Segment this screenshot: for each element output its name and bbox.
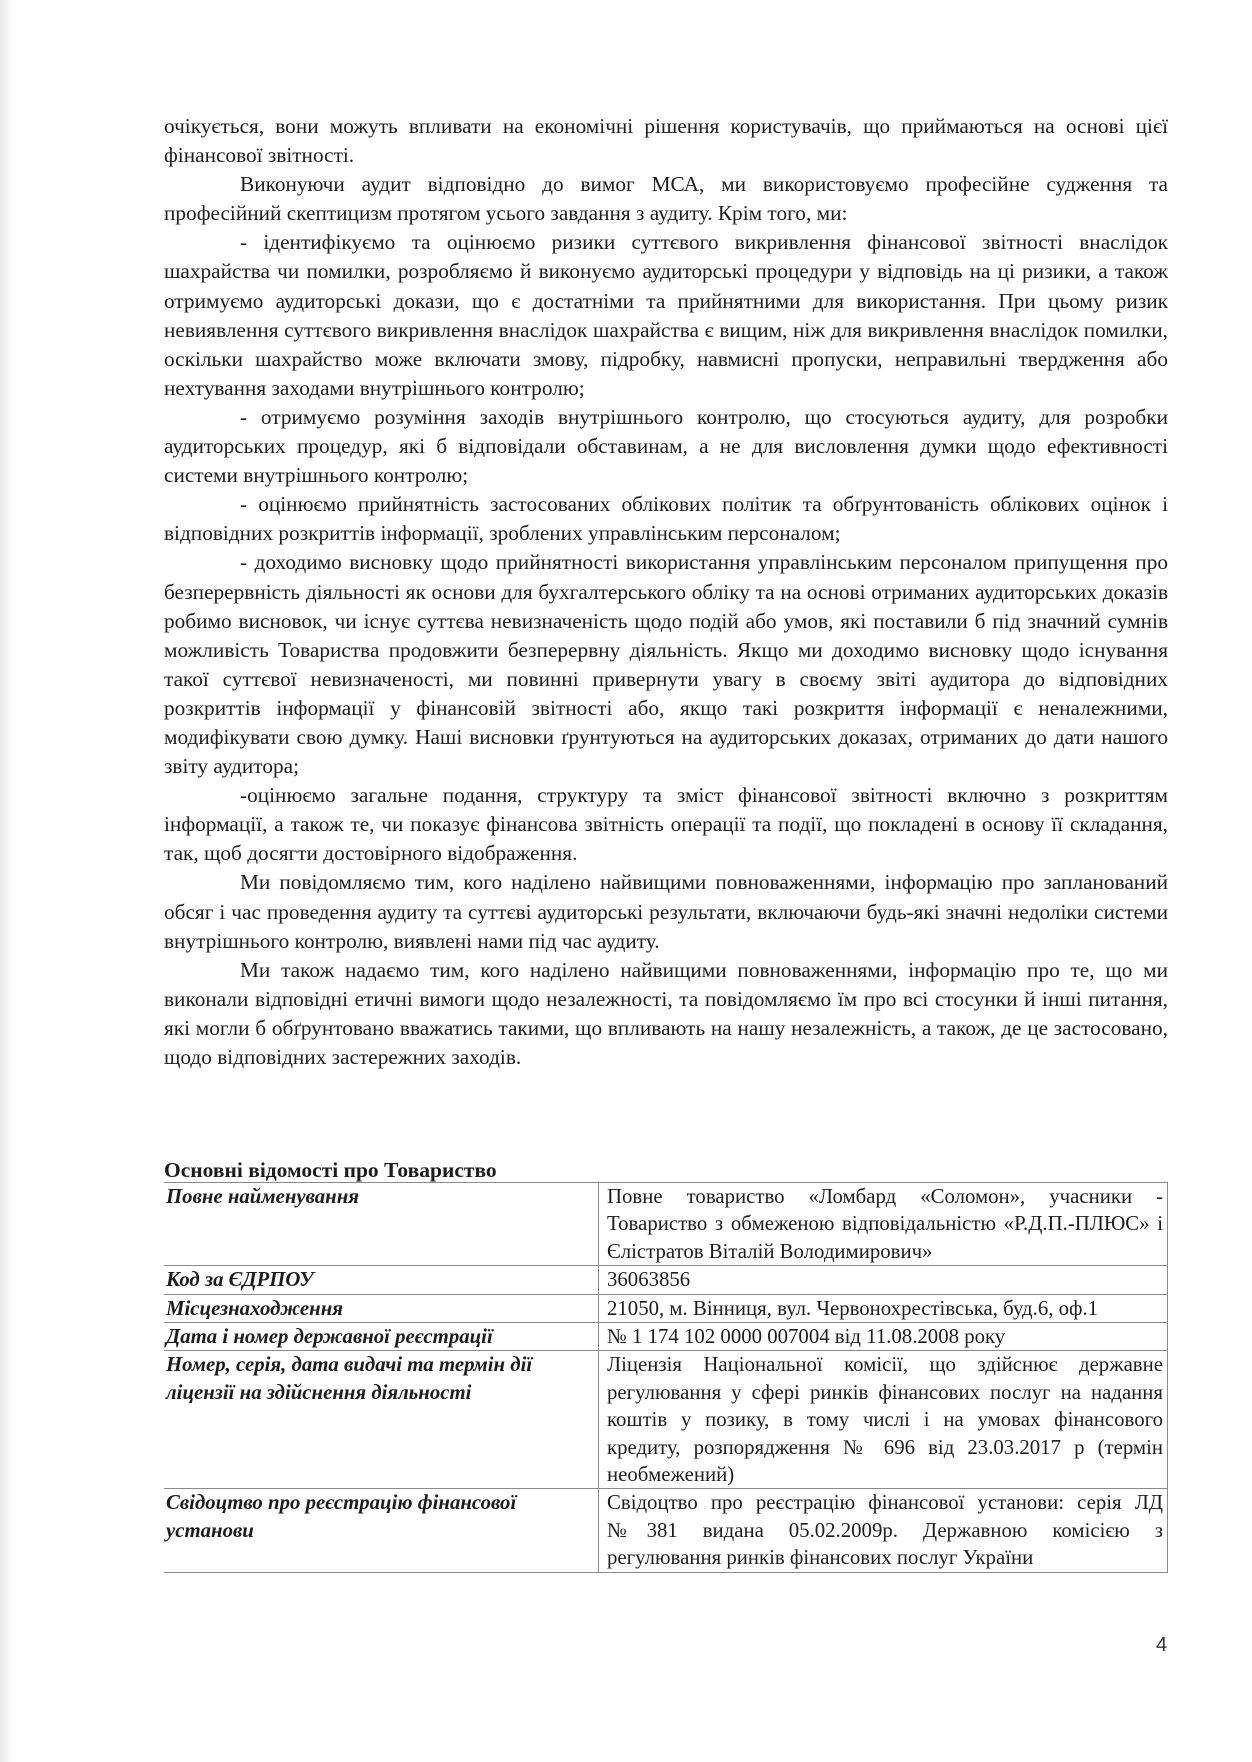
page-number: 4 (1156, 1634, 1168, 1656)
table-value-cell: Свідоцтво про реєстрацію фінансової установи: серія ЛД №381 видана 05.02.2009р. Державною комісією з регулювання ринків фінансових послуг України (599, 1489, 1168, 1572)
table-row (164, 1183, 1168, 1266)
company-info-table (164, 1182, 1168, 1573)
table-row (164, 1266, 1168, 1294)
table-value-cell: Повне товариство «Ломбард «Соломон», учасники - Товариство з обмеженою відповідальністю «Р.Д.П.-ПЛЮС» і Єлістратов Віталій Володимирович» (599, 1183, 1168, 1266)
table-value-cell: 36063856 (599, 1266, 1168, 1294)
table-row (164, 1351, 1168, 1489)
page-binding-edge (0, 0, 14, 1762)
table-label-cell: Дата і номер державної реєстрації (164, 1323, 599, 1351)
table-value-cell: № 1 174 102 0000 007004 від 11.08.2008 року (599, 1323, 1168, 1351)
table-value-cell: Ліцензія Національної комісії, що здійснює державне регулювання у сфері ринків фінансових послуг на надання коштів у позику, в тому числі і на умовах фінансового кредиту, розпорядження № 696 від 23.03.2017 р (термін необмежений) (599, 1351, 1168, 1489)
table-label-cell: Номер, серія, дата видачі та термін дії ліцензії на здійснення діяльності (164, 1351, 599, 1489)
paragraph: очікується, вони можуть впливати на економічні рішення користувачів, що приймаються на основі цієї фінансової звітності. (164, 114, 1168, 168)
paragraph: - ідентифікуємо та оцінюємо ризики суттєвого викривлення фінансової звітності внаслідок шахрайства чи помилки, розробляємо й виконуємо аудиторські процедури у відповідь на ці ризики, а також отримуємо аудиторські докази, що є достатніми та прийнятними для використання. При цьому ризик невиявлення суттєвого викривлення внаслідок шахрайства є вищим, ніж для викривлення внаслідок помилки, оскільки шахрайство може включати змову, підробку, навмисні пропуски, неправильні твердження або нехтування заходами внутрішнього контролю; (164, 230, 1168, 400)
paragraph: Виконуючи аудит відповідно до вимог МСА, ми використовуємо професійне судження та професійний скептицизм протягом усього завдання з аудиту. Крім того, ми: (164, 172, 1168, 226)
table-label-cell: Свідоцтво про реєстрацію фінансової установи (164, 1489, 599, 1572)
table-row (164, 1489, 1168, 1572)
table-row (164, 1323, 1168, 1351)
table-value-cell: 21050, м. Вінниця, вул. Червонохрестівська, буд.6, оф.1 (599, 1294, 1168, 1322)
paragraph: -оцінюємо загальне подання, структуру та зміст фінансової звітності включно з розкриттям інформації, а також те, чи показує фінансова звітність операції та події, що покладені в основу її складання, так, щоб досягти достовірного відображення. (164, 783, 1168, 866)
section-heading: Основні відомості про Товариство (164, 1158, 497, 1182)
body-text (164, 112, 1168, 1072)
table-row (164, 1294, 1168, 1322)
paragraph: - отримуємо розуміння заходів внутрішнього контролю, що стосуються аудиту, для розробки аудиторських процедур, які б відповідали обставинам, а не для висловлення думки щодо ефективності системи внутрішнього контролю; (164, 404, 1168, 488)
table-label-cell: Код за ЄДРПОУ (164, 1266, 599, 1294)
paragraph: Ми також надаємо тим, кого наділено найвищими повноваженнями, інформацію про те, що ми виконали відповідні етичні вимоги щодо незалежності, та повідомляємо їм про всі стосунки й інші питання, які могли б обґрунтовано вважатись такими, що впливають на нашу незалежність, а також, де це застосовано, щодо відповідних застережних заходів. (164, 957, 1168, 1069)
table-label-cell: Місцезнаходження (164, 1294, 599, 1322)
paragraph: Ми повідомляємо тим, кого наділено найвищими повноваженнями, інформацію про запланований обсяг і час проведення аудиту та суттєві аудиторські результати, включаючи будь-які значні недоліки системи внутрішнього контролю, виявлені нами під час аудиту. (164, 870, 1168, 953)
paragraph: - доходимо висновку щодо прийнятності використання управлінським персоналом припущення про безперервність діяльності як основи для бухгалтерського обліку та на основі отриманих аудиторських доказів робимо висновок, чи існує суттєва невизначеність щодо подій або умов, які поставили б під значний сумнів можливість Товариства продовжити безперервну діяльність. Якщо ми доходимо висновку щодо існування такої суттєвої невизначеності, ми повинні привернути увагу в своєму звіті аудитора до відповідних розкриттів інформації у фінансовій звітності або, якщо такі розкриття інформації є неналежними, модифікувати свою думку. Наші висновки ґрунтуються на аудиторських доказах, отриманих до дати нашого звіту аудитора; (164, 550, 1168, 779)
table-label-cell: Повне найменування (164, 1183, 599, 1266)
paragraph: - оцінюємо прийнятність застосованих облікових політик та обґрунтованість облікових оцінок і відповідних розкриттів інформації, зроблених управлінським персоналом; (164, 492, 1168, 546)
